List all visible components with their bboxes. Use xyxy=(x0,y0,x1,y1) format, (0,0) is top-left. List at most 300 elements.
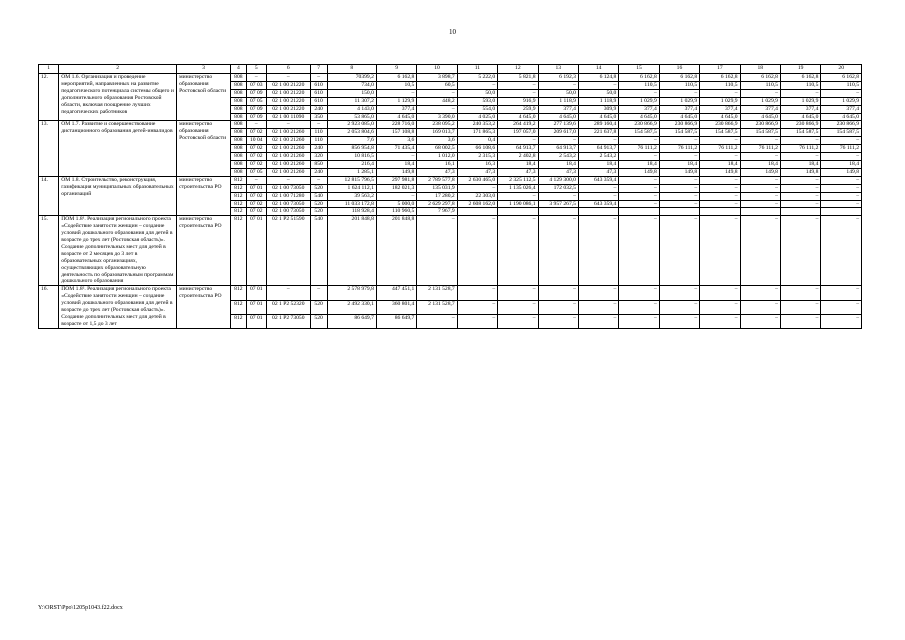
amount-cell: 1 129,9 xyxy=(376,97,416,105)
budget-code-cell: 812 xyxy=(230,300,246,314)
amount-cell: 3 957 267,5 xyxy=(538,200,578,208)
budget-code-cell: 808 xyxy=(230,105,246,113)
budget-code-cell: 610 xyxy=(310,97,327,105)
amount-cell: 1 624 112,1 xyxy=(327,184,376,192)
amount-cell: – xyxy=(457,286,497,300)
amount-cell: 6 162,8 xyxy=(740,74,780,82)
amount-cell: 593,0 xyxy=(457,97,497,105)
amount-cell: – xyxy=(498,216,538,286)
amount-cell: 50,0 xyxy=(457,89,497,97)
budget-code-cell: 520 xyxy=(310,184,327,192)
amount-cell: 4 143,0 xyxy=(327,105,376,113)
amount-cell: 5 821,8 xyxy=(498,74,538,82)
amount-cell: 86 649,7 xyxy=(376,314,416,328)
amount-cell: 377,4 xyxy=(376,105,416,113)
amount-cell: – xyxy=(538,137,578,145)
table-row xyxy=(39,216,862,286)
amount-cell: 2 131 528,7 xyxy=(417,286,457,300)
measure-name: ОМ 1.8. Строительство, реконструкция, газификация муниципальных образовательных организаций xyxy=(59,176,177,216)
budget-code-cell: 07 01 xyxy=(246,184,266,192)
amount-cell: 3 390,0 xyxy=(417,113,457,121)
budget-code-cell: 110 xyxy=(310,129,327,137)
budget-code-cell: – xyxy=(310,74,327,82)
table-body xyxy=(39,74,862,329)
budget-code-cell: 02 1 00 73050 xyxy=(266,208,310,216)
executor: министерство строительства РО xyxy=(177,176,231,216)
amount-cell: 4 645,0 xyxy=(619,113,659,121)
amount-cell: – xyxy=(780,176,820,184)
amount-cell: – xyxy=(538,314,578,328)
amount-cell: – xyxy=(578,192,618,200)
amount-cell xyxy=(780,208,820,216)
amount-cell: 377,4 xyxy=(821,105,862,113)
amount-cell: 110 960,5 xyxy=(376,208,416,216)
amount-cell: 18,4 xyxy=(659,160,699,168)
amount-cell: 230 866,9 xyxy=(619,121,659,129)
amount-cell: 377,4 xyxy=(659,105,699,113)
budget-code-cell: 812 xyxy=(230,192,246,200)
amount-cell: 309,9 xyxy=(578,105,618,113)
amount-cell: 447 451,1 xyxy=(376,286,416,300)
amount-cell: 2 131 528,7 xyxy=(417,300,457,314)
amount-cell: 60,5 xyxy=(417,81,457,89)
amount-cell xyxy=(740,208,780,216)
table-row xyxy=(39,176,862,184)
amount-cell: – xyxy=(780,216,820,286)
amount-cell: 110,5 xyxy=(780,81,820,89)
budget-code-cell: 10 04 xyxy=(246,137,266,145)
amount-cell: 18,4 xyxy=(700,160,740,168)
column-number-header: 3 xyxy=(177,65,231,74)
amount-cell: 66 108,6 xyxy=(457,145,497,153)
amount-cell: 377,4 xyxy=(740,105,780,113)
amount-cell: – xyxy=(821,200,862,208)
amount-cell: 2 789 577,8 xyxy=(417,176,457,184)
budget-code-cell: – xyxy=(246,176,266,184)
amount-cell: 7 967,9 xyxy=(417,208,457,216)
row-number: 14. xyxy=(39,176,59,216)
amount-cell: – xyxy=(578,286,618,300)
budget-code-cell: 02 1 00 11090 xyxy=(266,113,310,121)
amount-cell: 230 866,9 xyxy=(740,121,780,129)
amount-cell: 1 118,9 xyxy=(578,97,618,105)
amount-cell: 18,4 xyxy=(740,160,780,168)
amount-cell: 47,3 xyxy=(498,168,538,176)
amount-cell: 182 021,3 xyxy=(376,184,416,192)
budget-code-cell: 808 xyxy=(230,145,246,153)
amount-cell: 6 162,8 xyxy=(700,74,740,82)
amount-cell: – xyxy=(376,153,416,161)
amount-cell: – xyxy=(619,137,659,145)
amount-cell: – xyxy=(700,137,740,145)
amount-cell: 448,2 xyxy=(417,97,457,105)
amount-cell: 18,4 xyxy=(376,160,416,168)
amount-cell: 2 543,2 xyxy=(538,153,578,161)
column-number-header: 16 xyxy=(659,65,699,74)
budget-code-cell: 07 02 xyxy=(246,153,266,161)
amount-cell: 201 848,8 xyxy=(327,216,376,286)
amount-cell: 2 053 804,6 xyxy=(327,129,376,137)
amount-cell: – xyxy=(659,184,699,192)
amount-cell: 110,5 xyxy=(619,81,659,89)
amount-cell: 157 108,8 xyxy=(376,129,416,137)
budget-code-cell: 07 05 xyxy=(246,97,266,105)
amount-cell: – xyxy=(457,81,497,89)
amount-cell: 110,5 xyxy=(740,81,780,89)
budget-code-cell: 02 1 00 21260 xyxy=(266,153,310,161)
column-number-header: 17 xyxy=(700,65,740,74)
budget-code-cell: 240 xyxy=(310,145,327,153)
amount-cell: 6 162,8 xyxy=(780,74,820,82)
amount-cell: 3,6 xyxy=(376,137,416,145)
amount-cell: 76 111,2 xyxy=(619,145,659,153)
column-number-header: 9 xyxy=(376,65,416,74)
amount-cell xyxy=(659,208,699,216)
amount-cell: 2 923 085,0 xyxy=(327,121,376,129)
amount-cell: 856 954,8 xyxy=(327,145,376,153)
amount-cell: 169 013,7 xyxy=(417,129,457,137)
amount-cell: – xyxy=(619,216,659,286)
budget-code-cell: 07 02 xyxy=(246,208,266,216)
budget-code-cell: 850 xyxy=(310,160,327,168)
amount-cell: 47,3 xyxy=(578,168,618,176)
budget-code-cell: 07 01 xyxy=(246,216,266,286)
budget-code-cell: 812 xyxy=(230,200,246,208)
amount-cell: 12 815 796,5 xyxy=(327,176,376,184)
amount-cell: 154 587,5 xyxy=(659,129,699,137)
amount-cell: 1 012,0 xyxy=(417,153,457,161)
amount-cell: – xyxy=(538,216,578,286)
amount-cell: – xyxy=(578,300,618,314)
amount-cell: 50,0 xyxy=(578,89,618,97)
budget-code-cell: 07 09 xyxy=(246,89,266,97)
amount-cell: 4 645,0 xyxy=(498,113,538,121)
amount-cell: – xyxy=(619,89,659,97)
amount-cell: 64 913,7 xyxy=(538,145,578,153)
budget-code-cell: 02 1 00 21260 xyxy=(266,168,310,176)
table-row xyxy=(39,286,862,300)
amount-cell: 149,8 xyxy=(700,168,740,176)
amount-cell: – xyxy=(457,300,497,314)
amount-cell: – xyxy=(740,137,780,145)
amount-cell: – xyxy=(659,286,699,300)
amount-cell: 289 160,4 xyxy=(578,121,618,129)
amount-cell: – xyxy=(821,286,862,300)
amount-cell: 2 492 330,1 xyxy=(327,300,376,314)
budget-code-cell: 07 02 xyxy=(246,145,266,153)
amount-cell: – xyxy=(740,216,780,286)
amount-cell: – xyxy=(417,314,457,328)
amount-cell: 1 135 026,4 xyxy=(498,184,538,192)
amount-cell: 16,1 xyxy=(417,160,457,168)
amount-cell: 135 031,9 xyxy=(417,184,457,192)
amount-cell: 2 578 979,8 xyxy=(327,286,376,300)
column-number-header: 2 xyxy=(59,65,177,74)
budget-code-cell: 350 xyxy=(310,113,327,121)
amount-cell: – xyxy=(578,137,618,145)
budget-code-cell: 808 xyxy=(230,74,246,82)
amount-cell: 259,9 xyxy=(498,105,538,113)
amount-cell: 53 865,0 xyxy=(327,113,376,121)
budget-code-cell: 812 xyxy=(230,216,246,286)
budget-code-cell: 808 xyxy=(230,168,246,176)
budget-code-cell: 07 09 xyxy=(246,105,266,113)
budget-code-cell: 520 xyxy=(310,300,327,314)
amount-cell: 71 435,4 xyxy=(376,145,416,153)
amount-cell: 10,5 xyxy=(376,81,416,89)
amount-cell: 64 913,7 xyxy=(578,145,618,153)
amount-cell: 76 111,2 xyxy=(780,145,820,153)
budget-code-cell: – xyxy=(246,74,266,82)
measure-name: ОМ 1.7. Развитие и совершенствование дистанционного образования детей-инвалидов xyxy=(59,121,177,176)
amount-cell: – xyxy=(659,300,699,314)
amount-cell: – xyxy=(417,216,457,286)
budget-code-cell: 808 xyxy=(230,121,246,129)
measure-name: ПОМ 1.8¹. Реализация регионального проекта «Содействие занятости женщин – создание условий дошкольного образования для детей в возрасте до трех лет (Ростовская область)». Создание дополнительных мест для детей в возрасте от 2 месяцев до 3 лет в образовательных организациях, осуществляющих образовательную деятельность по образовательным программам дошкольного образования xyxy=(59,216,177,286)
budget-code-cell: 812 xyxy=(230,208,246,216)
amount-cell: – xyxy=(821,216,862,286)
amount-cell: 86 649,7 xyxy=(327,314,376,328)
amount-cell: – xyxy=(821,89,862,97)
column-number-header: 7 xyxy=(310,65,327,74)
column-number-header: 1 xyxy=(39,65,59,74)
column-number-row xyxy=(39,65,862,74)
amount-cell: – xyxy=(498,137,538,145)
amount-cell: 277 139,6 xyxy=(538,121,578,129)
amount-cell: – xyxy=(740,314,780,328)
amount-cell: – xyxy=(780,300,820,314)
amount-cell: 2 630 465,0 xyxy=(457,176,497,184)
budget-code-cell: 812 xyxy=(230,184,246,192)
amount-cell: – xyxy=(619,300,659,314)
amount-cell: 4 025,0 xyxy=(457,113,497,121)
amount-cell: – xyxy=(538,286,578,300)
budget-code-cell: 808 xyxy=(230,153,246,161)
amount-cell: 2 629 297,8 xyxy=(417,200,457,208)
amount-cell: 1 029,9 xyxy=(619,97,659,105)
amount-cell: – xyxy=(417,89,457,97)
budget-code-cell: 02 1 00 71280 xyxy=(266,192,310,200)
amount-cell: – xyxy=(498,300,538,314)
amount-cell: – xyxy=(498,314,538,328)
amount-cell: – xyxy=(498,286,538,300)
amount-cell: 377,4 xyxy=(538,105,578,113)
amount-cell: 1 285,1 xyxy=(327,168,376,176)
budget-code-cell: 808 xyxy=(230,113,246,121)
amount-cell: 6 192,3 xyxy=(538,74,578,82)
amount-cell: 230 866,9 xyxy=(821,121,862,129)
table-row xyxy=(39,74,862,82)
budget-code-cell: 02 1 00 21260 xyxy=(266,129,310,137)
budget-code-cell: 520 xyxy=(310,200,327,208)
amount-cell: 171 865,3 xyxy=(457,129,497,137)
amount-cell: – xyxy=(700,300,740,314)
amount-cell: – xyxy=(659,192,699,200)
amount-cell: 209 617,0 xyxy=(538,129,578,137)
amount-cell: – xyxy=(376,192,416,200)
amount-cell: 1 190 086,1 xyxy=(498,200,538,208)
amount-cell: – xyxy=(700,216,740,286)
amount-cell: – xyxy=(740,184,780,192)
amount-cell: 64 913,7 xyxy=(498,145,538,153)
budget-code-cell: 110 xyxy=(310,137,327,145)
budget-code-cell: 808 xyxy=(230,160,246,168)
column-number-header: 13 xyxy=(538,65,578,74)
amount-cell: 154 587,5 xyxy=(700,129,740,137)
budget-code-cell: 07 05 xyxy=(246,168,266,176)
column-number-header: 15 xyxy=(619,65,659,74)
executor: министерство строительства РО xyxy=(177,286,231,328)
amount-cell: 230 866,9 xyxy=(780,121,820,129)
amount-cell: – xyxy=(619,153,659,161)
amount-cell xyxy=(538,208,578,216)
amount-cell: – xyxy=(821,300,862,314)
amount-cell: 4 645,0 xyxy=(659,113,699,121)
amount-cell: 1 118,9 xyxy=(538,97,578,105)
amount-cell: 154 587,5 xyxy=(740,129,780,137)
budget-code-cell: 07 02 xyxy=(246,129,266,137)
amount-cell: 4 645,0 xyxy=(538,113,578,121)
budget-code-cell: 610 xyxy=(310,81,327,89)
amount-cell: 228 716,0 xyxy=(376,121,416,129)
amount-cell: – xyxy=(700,286,740,300)
amount-cell: 377,4 xyxy=(780,105,820,113)
amount-cell: 643 359,4 xyxy=(578,200,618,208)
amount-cell: – xyxy=(498,89,538,97)
amount-cell: – xyxy=(740,192,780,200)
amount-cell: – xyxy=(659,137,699,145)
amount-cell: 197 057,0 xyxy=(498,129,538,137)
amount-cell: 70399,2 xyxy=(327,74,376,82)
amount-cell: – xyxy=(821,176,862,184)
amount-cell: – xyxy=(740,286,780,300)
amount-cell: – xyxy=(740,153,780,161)
amount-cell: 201 848,8 xyxy=(376,216,416,286)
budget-code-cell: – xyxy=(310,176,327,184)
amount-cell: 230 866,9 xyxy=(659,121,699,129)
amount-cell: – xyxy=(376,89,416,97)
amount-cell: – xyxy=(700,184,740,192)
amount-cell: 11 307,2 xyxy=(327,97,376,105)
amount-cell: – xyxy=(700,192,740,200)
amount-cell: – xyxy=(780,153,820,161)
table-row xyxy=(39,121,862,129)
amount-cell: 68 002,5 xyxy=(417,145,457,153)
budget-code-cell: 07 02 xyxy=(246,192,266,200)
row-number: 12. xyxy=(39,74,59,121)
budget-code-cell: 07 02 xyxy=(246,160,266,168)
budget-code-cell: 07 01 xyxy=(246,300,266,314)
amount-cell: – xyxy=(619,286,659,300)
amount-cell: 264 419,2 xyxy=(498,121,538,129)
amount-cell: 4 645,0 xyxy=(578,113,618,121)
amount-cell: 1 029,9 xyxy=(780,97,820,105)
amount-cell: 377,4 xyxy=(700,105,740,113)
amount-cell: 4 645,0 xyxy=(780,113,820,121)
budget-code-cell: – xyxy=(266,121,310,129)
budget-code-cell: 07 09 xyxy=(246,113,266,121)
amount-cell: 1 029,9 xyxy=(659,97,699,105)
amount-cell xyxy=(821,208,862,216)
amount-cell: 5 000,0 xyxy=(376,200,416,208)
amount-cell: – xyxy=(457,314,497,328)
amount-cell: – xyxy=(821,184,862,192)
amount-cell: 2 402,8 xyxy=(498,153,538,161)
amount-cell: – xyxy=(780,200,820,208)
amount-cell: – xyxy=(740,176,780,184)
row-number: 16. xyxy=(39,286,59,328)
budget-code-cell: 808 xyxy=(230,97,246,105)
amount-cell: – xyxy=(700,153,740,161)
column-number-header: 8 xyxy=(327,65,376,74)
amount-cell: 6 162,8 xyxy=(659,74,699,82)
amount-cell: – xyxy=(780,89,820,97)
amount-cell: – xyxy=(821,314,862,328)
amount-cell: – xyxy=(619,184,659,192)
amount-cell xyxy=(498,208,538,216)
column-number-header: 14 xyxy=(578,65,618,74)
amount-cell: – xyxy=(578,314,618,328)
amount-cell: 377,4 xyxy=(619,105,659,113)
amount-cell: 154 587,5 xyxy=(821,129,862,137)
amount-cell: – xyxy=(740,200,780,208)
amount-cell: – xyxy=(659,314,699,328)
amount-cell: – xyxy=(457,216,497,286)
amount-cell: 76 111,2 xyxy=(700,145,740,153)
amount-cell: – xyxy=(821,137,862,145)
amount-cell: 4 645,0 xyxy=(821,113,862,121)
budget-code-cell: 812 xyxy=(230,286,246,300)
amount-cell: – xyxy=(417,105,457,113)
amount-cell: 172 032,5 xyxy=(538,184,578,192)
amount-cell: – xyxy=(740,89,780,97)
amount-cell: 110,5 xyxy=(659,81,699,89)
amount-cell: – xyxy=(700,314,740,328)
amount-cell: 1 029,9 xyxy=(821,97,862,105)
amount-cell: 4 645,0 xyxy=(700,113,740,121)
amount-cell: 4 645,0 xyxy=(740,113,780,121)
amount-cell: 47,3 xyxy=(417,168,457,176)
amount-cell: 16,3 xyxy=(457,160,497,168)
column-number-header: 12 xyxy=(498,65,538,74)
amount-cell: 734,0 xyxy=(327,81,376,89)
amount-cell: 149,8 xyxy=(740,168,780,176)
amount-cell: – xyxy=(578,216,618,286)
budget-code-cell: – xyxy=(246,121,266,129)
budget-code-cell: 02 1 00 21220 xyxy=(266,97,310,105)
budget-code-cell: – xyxy=(266,176,310,184)
amount-cell: 0,4 xyxy=(457,137,497,145)
column-number-header: 5 xyxy=(246,65,266,74)
amount-cell: 22 303,0 xyxy=(457,192,497,200)
amount-cell: 18,4 xyxy=(578,160,618,168)
budget-code-cell: 07 01 xyxy=(246,286,266,300)
amount-cell: 18,4 xyxy=(498,160,538,168)
amount-cell: 10 816,5 xyxy=(327,153,376,161)
amount-cell: 1 029,9 xyxy=(740,97,780,105)
column-number-header: 19 xyxy=(780,65,820,74)
budget-code-cell: 02 1 00 73050 xyxy=(266,200,310,208)
amount-cell: – xyxy=(659,176,699,184)
amount-cell: 6 162,8 xyxy=(619,74,659,82)
budget-code-cell: – xyxy=(310,286,327,300)
amount-cell: – xyxy=(821,153,862,161)
amount-cell: 76 111,2 xyxy=(740,145,780,153)
budget-code-cell: 520 xyxy=(310,208,327,216)
amount-cell: – xyxy=(700,176,740,184)
amount-cell: – xyxy=(578,184,618,192)
page-number: 10 xyxy=(449,28,456,36)
